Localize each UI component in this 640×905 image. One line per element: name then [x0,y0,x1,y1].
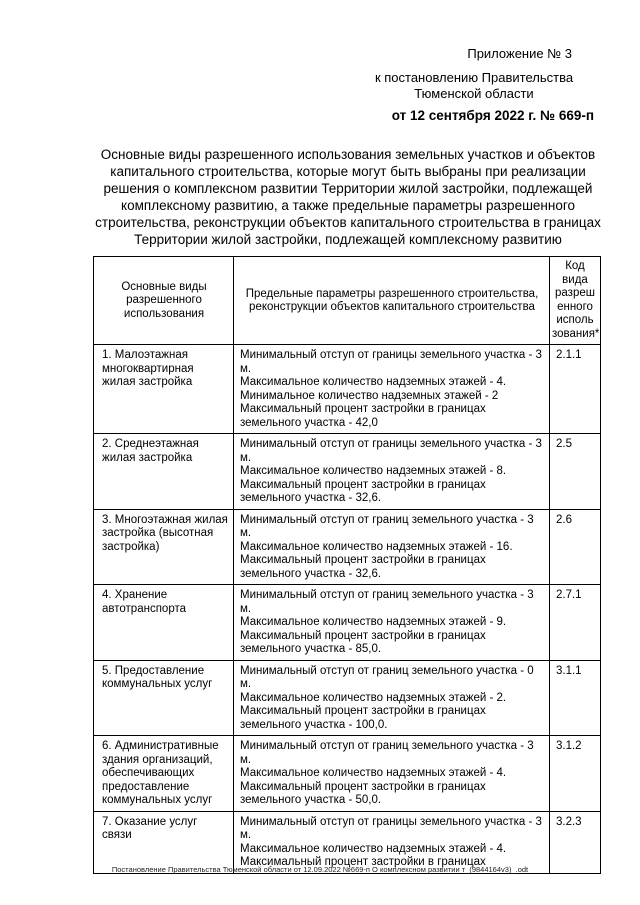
parameter-line: Минимальный отступ от границ земельного участка - 3 м. [240,513,534,539]
cell-use-code: 3.2.3 [550,811,601,873]
document-title: Основные виды разрешенного использования земельных участков и объектов капитального строительства, которые могут быть выбраны при реализации решения о комплексном развитии Территории жилой застройки, подлежащей комплексному развитию, а также предельные параметры разрешенного строительства, реконструкции объектов капитального строительства в границах Территории жилой застройки, подлежащей комплексному развитию [95,147,601,247]
parameter-line: Минимальный отступ от границы земельного участка - 3 м. [240,438,542,464]
table-row [94,736,601,812]
permitted-use-table [93,256,601,874]
parameter-line: Минимальный отступ от границ земельного участка - 0 м. [240,664,534,690]
cell-permitted-use: 2. Среднеэтажная жилая застройка [94,434,234,510]
header-permitted-use: Основные виды разрешенного использования [94,257,234,345]
cell-permitted-use: 5. Предоставление коммунальных услуг [94,660,234,736]
header-use-code: Код вида разреш енного исполь зования* [550,257,601,345]
table-row [94,509,601,585]
parameter-line: Максимальный процент застройки в границах земельного участка - 32,6. [240,554,486,580]
parameter-line: Минимальное количество надземных этажей - 2 [240,389,499,402]
table-header-row [94,257,601,345]
annex-number: Приложение № 3 [467,46,572,61]
parameter-line: Максимальное количество надземных этажей - 2. [240,691,507,704]
table-row [94,434,601,510]
parameter-line: Минимальный отступ от границы земельного участка - 3 м. [240,815,542,841]
cell-limit-parameters [234,736,550,812]
header-limit-parameters: Предельные параметры разрешенного строительства, реконструкции объектов капитального строительства [234,257,550,345]
parameter-line: Максимальный процент застройки в границах земельного участка - 42,0 [240,403,486,429]
parameter-line: Максимальное количество надземных этажей - 4. [240,842,507,855]
cell-use-code: 3.1.2 [550,736,601,812]
cell-permitted-use: 4. Хранение автотранспорта [94,585,234,661]
cell-permitted-use: 3. Многоэтажная жилая застройка (высотная застройка) [94,509,234,585]
cell-permitted-use: 1. Малоэтажная многоквартирная жилая застройка [94,345,234,434]
table-body [94,345,601,874]
parameter-line: Максимальное количество надземных этажей - 8. [240,465,507,477]
cell-limit-parameters [234,509,550,585]
table-row [94,345,601,434]
parameter-line: Минимальный отступ от границ земельного участка - 3 м. [240,589,534,615]
annex-resolution-reference: к постановлению Правительства Тюменской области [374,70,574,101]
table-row [94,585,601,661]
parameter-line: Максимальное количество надземных этажей - 16. [240,540,513,553]
cell-permitted-use: 7. Оказание услуг связи [94,811,234,873]
parameter-line: Максимальный процент застройки в границах земельного участка - 32,6. [240,478,486,504]
parameter-line: Минимальный отступ от границы земельного участка - 3 м. [240,349,542,375]
cell-use-code: 2.6 [550,509,601,585]
parameter-line: Максимальный процент застройки в границах земельного участка - 50,0. [240,780,486,806]
file-footer: Постановление Правительства Тюменской области от 12.09.2022 №669-п О комплексном развитии т_(9844164v3)_.odt [111,865,529,874]
parameter-line: Минимальный отступ от границ земельного участка - 3 м. [240,740,534,766]
cell-limit-parameters [234,811,550,873]
table-row [94,660,601,736]
resolution-date-number: от 12 сентября 2022 г. № 669-п [391,108,594,123]
cell-limit-parameters [234,585,550,661]
parameter-line: Максимальное количество надземных этажей - 9. [240,616,507,628]
parameter-line: Максимальное количество надземных этажей - 4. [240,767,507,779]
cell-use-code: 3.1.1 [550,660,601,736]
cell-use-code: 2.1.1 [550,345,601,434]
cell-limit-parameters [234,434,550,510]
parameter-line: Максимальный процент застройки в границах земельного участка - 85,0. [240,629,486,655]
table-row [94,811,601,873]
table-container [93,256,600,868]
parameter-line: Максимальный процент застройки в границах [240,856,486,868]
cell-permitted-use: 6. Административные здания организаций, обеспечивающих предоставление коммунальных услуг [94,736,234,812]
parameter-line: Максимальный процент застройки в границах земельного участка - 100,0. [240,705,486,731]
parameter-line: Максимальное количество надземных этажей - 4. [240,376,507,388]
cell-limit-parameters [234,660,550,736]
cell-use-code: 2.7.1 [550,585,601,661]
cell-limit-parameters [234,345,550,434]
cell-use-code: 2.5 [550,434,601,510]
